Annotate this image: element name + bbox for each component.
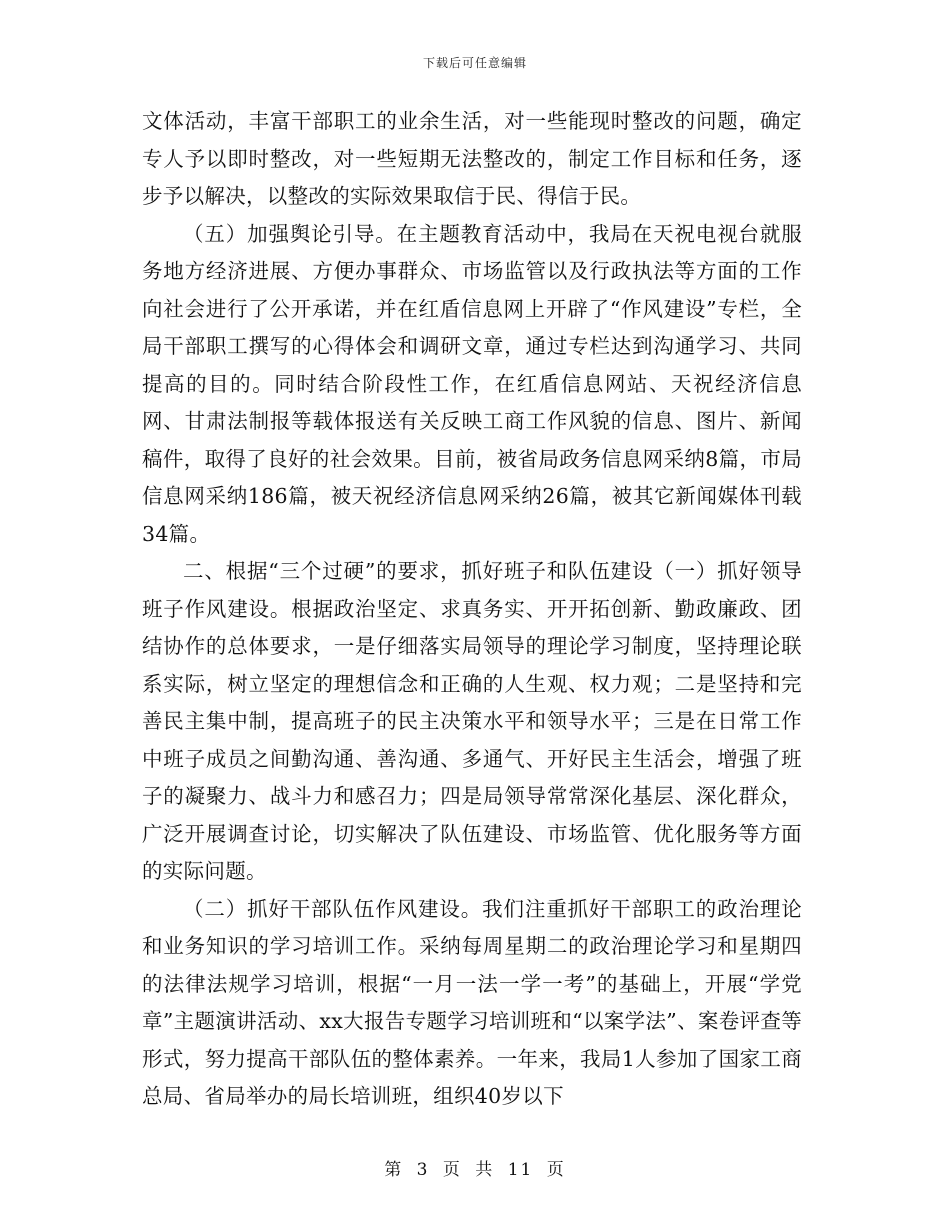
paragraph-continuation: 文体活动，丰富干部职工的业余生活，对一些能现时整改的问题，确定专人予以即时整改，对一些短期无法整改的，制定工作目标和任务，逐步予以解决，以整改的实际效果取信于民、得信于民。 <box>142 109 802 208</box>
document-body <box>142 103 802 1116</box>
paragraph-public-opinion: （五）加强舆论引导。在主题教育活动中，我局在天祝电视台就服务地方经济进展、方便办事群众、市场监管以及行政执法等方面的工作向社会进行了公开承诺，并在红盾信息网上开辟了“作风建设”专栏，全局干部职工撰写的心得体会和调研文章，通过专栏达到沟通学习、共同提高的目的。同时结合阶段性工作，在红盾信息网站、天祝经济信息网、甘肃法制报等载体报送有关反映工商工作风貌的信息、图片、新闻稿件，取得了良好的社会效果。目前，被省局政务信息网采纳8篇，市局信息网采纳186篇，被天祝经济信息网采纳26篇，被其它新闻媒体刊载34篇。 <box>142 221 802 546</box>
paragraph-leadership-building: 二、根据“三个过硬”的要求，抓好班子和队伍建设（一）抓好领导班子作风建设。根据政治坚定、求真务实、开开拓创新、勤政廉政、团结协作的总体要求，一是仔细落实局领导的理论学习制度，坚持理论联系实际，树立坚定的理想信念和正确的人生观、权力观；二是坚持和完善民主集中制，提高班子的民主决策水平和领导水平；三是在日常工作中班子成员之间勤沟通、善沟通、多通气、开好民主生活会，增强了班子的凝聚力、战斗力和感召力；四是局领导常常深化基层、深化群众，广泛开展调查讨论，切实解决了队伍建设、市场监管、优化服务等方面的实际问题。 <box>142 559 802 883</box>
page-header: 下载后可任意编辑 <box>422 56 527 70</box>
page-footer: 第 3 页 共 11 页 <box>384 1160 566 1180</box>
paragraph-cadre-building: （二）抓好干部队伍作风建设。我们注重抓好干部职工的政治理论和业务知识的学习培训工作。采纳每周星期二的政治理论学习和星期四的法律法规学习培训，根据“一月一法一学一考”的基础上，开展“学党章”主题演讲活动、xx大报告专题学习培训班和“以案学法”、案卷评查等形式，努力提高干部队伍的整体素养。一年来，我局1人参加了国家工商总局、省局举办的局长培训班，组织40岁以下 <box>142 896 802 1108</box>
